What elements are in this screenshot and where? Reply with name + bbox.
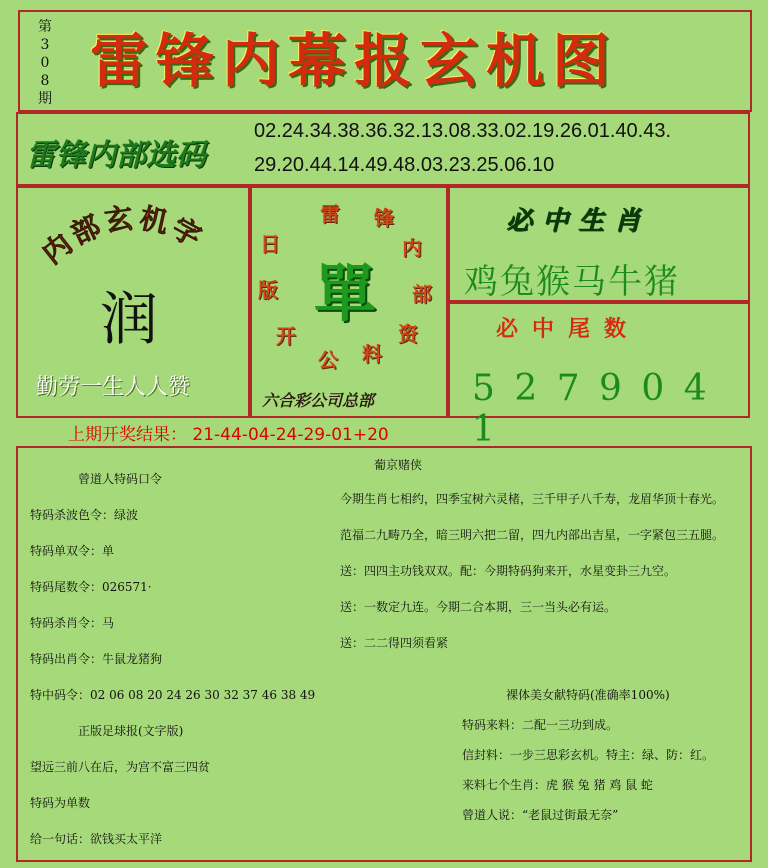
ring-char: 版: [258, 278, 278, 302]
ring-char: 公: [318, 348, 338, 372]
header-box: [18, 10, 752, 112]
right-line: 送：二二得四须看紧: [340, 636, 449, 650]
right-line: 特码来料：二配一三功到成。: [462, 718, 619, 732]
inner-word-box: [16, 186, 250, 418]
inner-word-arc-label: 内部玄机字: [36, 200, 211, 271]
left-line: 特码尾数令：026571·: [30, 580, 152, 594]
zodiac-label: 必中生肖: [506, 206, 651, 236]
codes-line-2: 29.20.44.14.49.48.03.23.25.06.10: [254, 154, 555, 176]
left-line: 给一句话：欲钱买太平洋: [30, 832, 163, 846]
left-heading-2: 正版足球报(文字版): [78, 724, 184, 738]
ring-char: 部: [412, 282, 432, 306]
left-line: 特码为单数: [30, 796, 91, 810]
tails-numbers: 5 2 7 9 0 4 1: [472, 368, 711, 450]
ring-char: 内: [402, 236, 422, 260]
ring-char: 资: [398, 322, 418, 346]
inner-word-phrase: 勤劳一生人人赞: [36, 375, 191, 400]
issue-number: 第 3 0 8 期: [38, 19, 52, 107]
right-heading-2: 裸体美女献特码(准确率100%): [506, 688, 670, 702]
ring-char: 锋: [374, 206, 394, 230]
left-line: 望远三前八在后，为宫不富三四贫: [30, 760, 211, 774]
last-result-label: 上期开奖结果：: [68, 425, 187, 445]
left-line: 特码杀波色令：绿波: [30, 508, 139, 522]
zodiac-box: [448, 186, 750, 302]
ring-char: 雷: [320, 202, 340, 226]
right-line: 今期生肖七相约，四季宝树六灵楮，三千甲子八千寿，龙眉华顶十春光。: [340, 492, 725, 506]
right-line: 送：一数定九连。今期二合本期，三一当头必有运。: [340, 600, 617, 614]
codes-label: 雷锋内部选码: [26, 138, 206, 173]
right-line: 曾道人说：“老鼠过街最无奈”: [462, 808, 619, 822]
center-box: [250, 186, 448, 418]
left-line: 特码单双令：单: [30, 544, 115, 558]
page-title: 雷锋内幕报玄机图: [90, 27, 619, 95]
left-heading-1: 曾道人特码口令: [78, 472, 163, 486]
ring-char: 料: [362, 342, 382, 366]
right-line: 送：四四主功钱双双。配：今期特码狗来开，水星变卦三九空。: [340, 564, 677, 578]
ring-char: 日: [260, 232, 280, 256]
svg-text:内部玄机字: [36, 201, 210, 271]
tips-box: [16, 446, 752, 862]
center-big-char: 單: [314, 257, 377, 330]
ring-char: 开: [276, 324, 296, 348]
codes-box: [16, 112, 750, 186]
tails-box: [448, 302, 750, 450]
codes-line-1: 02.24.34.38.36.32.13.08.33.02.19.26.01.40.43.: [254, 120, 672, 142]
right-heading-1: 葡京赌侠: [374, 458, 423, 472]
left-line: 特码出肖令：牛鼠龙猪狗: [30, 652, 163, 666]
last-result: [68, 420, 389, 445]
right-line: 范福二九畴乃全，暗三明六把二留，四九内部出吉星，一字紧包三五腿。: [340, 528, 725, 542]
zodiac-animals: 鸡兔猴马牛猪: [464, 262, 680, 302]
tails-label: 必中尾数: [496, 316, 641, 342]
right-line: 来料七个生肖：虎 猴 兔 猪 鸡 鼠 蛇: [462, 778, 653, 792]
right-line: 信封料：一步三思彩玄机。特主：绿、防：红。: [462, 748, 715, 762]
center-footer: 六合彩公司总部: [262, 391, 375, 410]
inner-word-character: 润: [100, 285, 159, 353]
last-result-numbers: 21-44-04-24-29-01+20: [192, 425, 389, 445]
left-line: 特码杀肖令：马: [30, 616, 115, 630]
left-line: 特中码令：02 06 08 20 24 26 30 32 37 46 38 49: [30, 688, 316, 702]
